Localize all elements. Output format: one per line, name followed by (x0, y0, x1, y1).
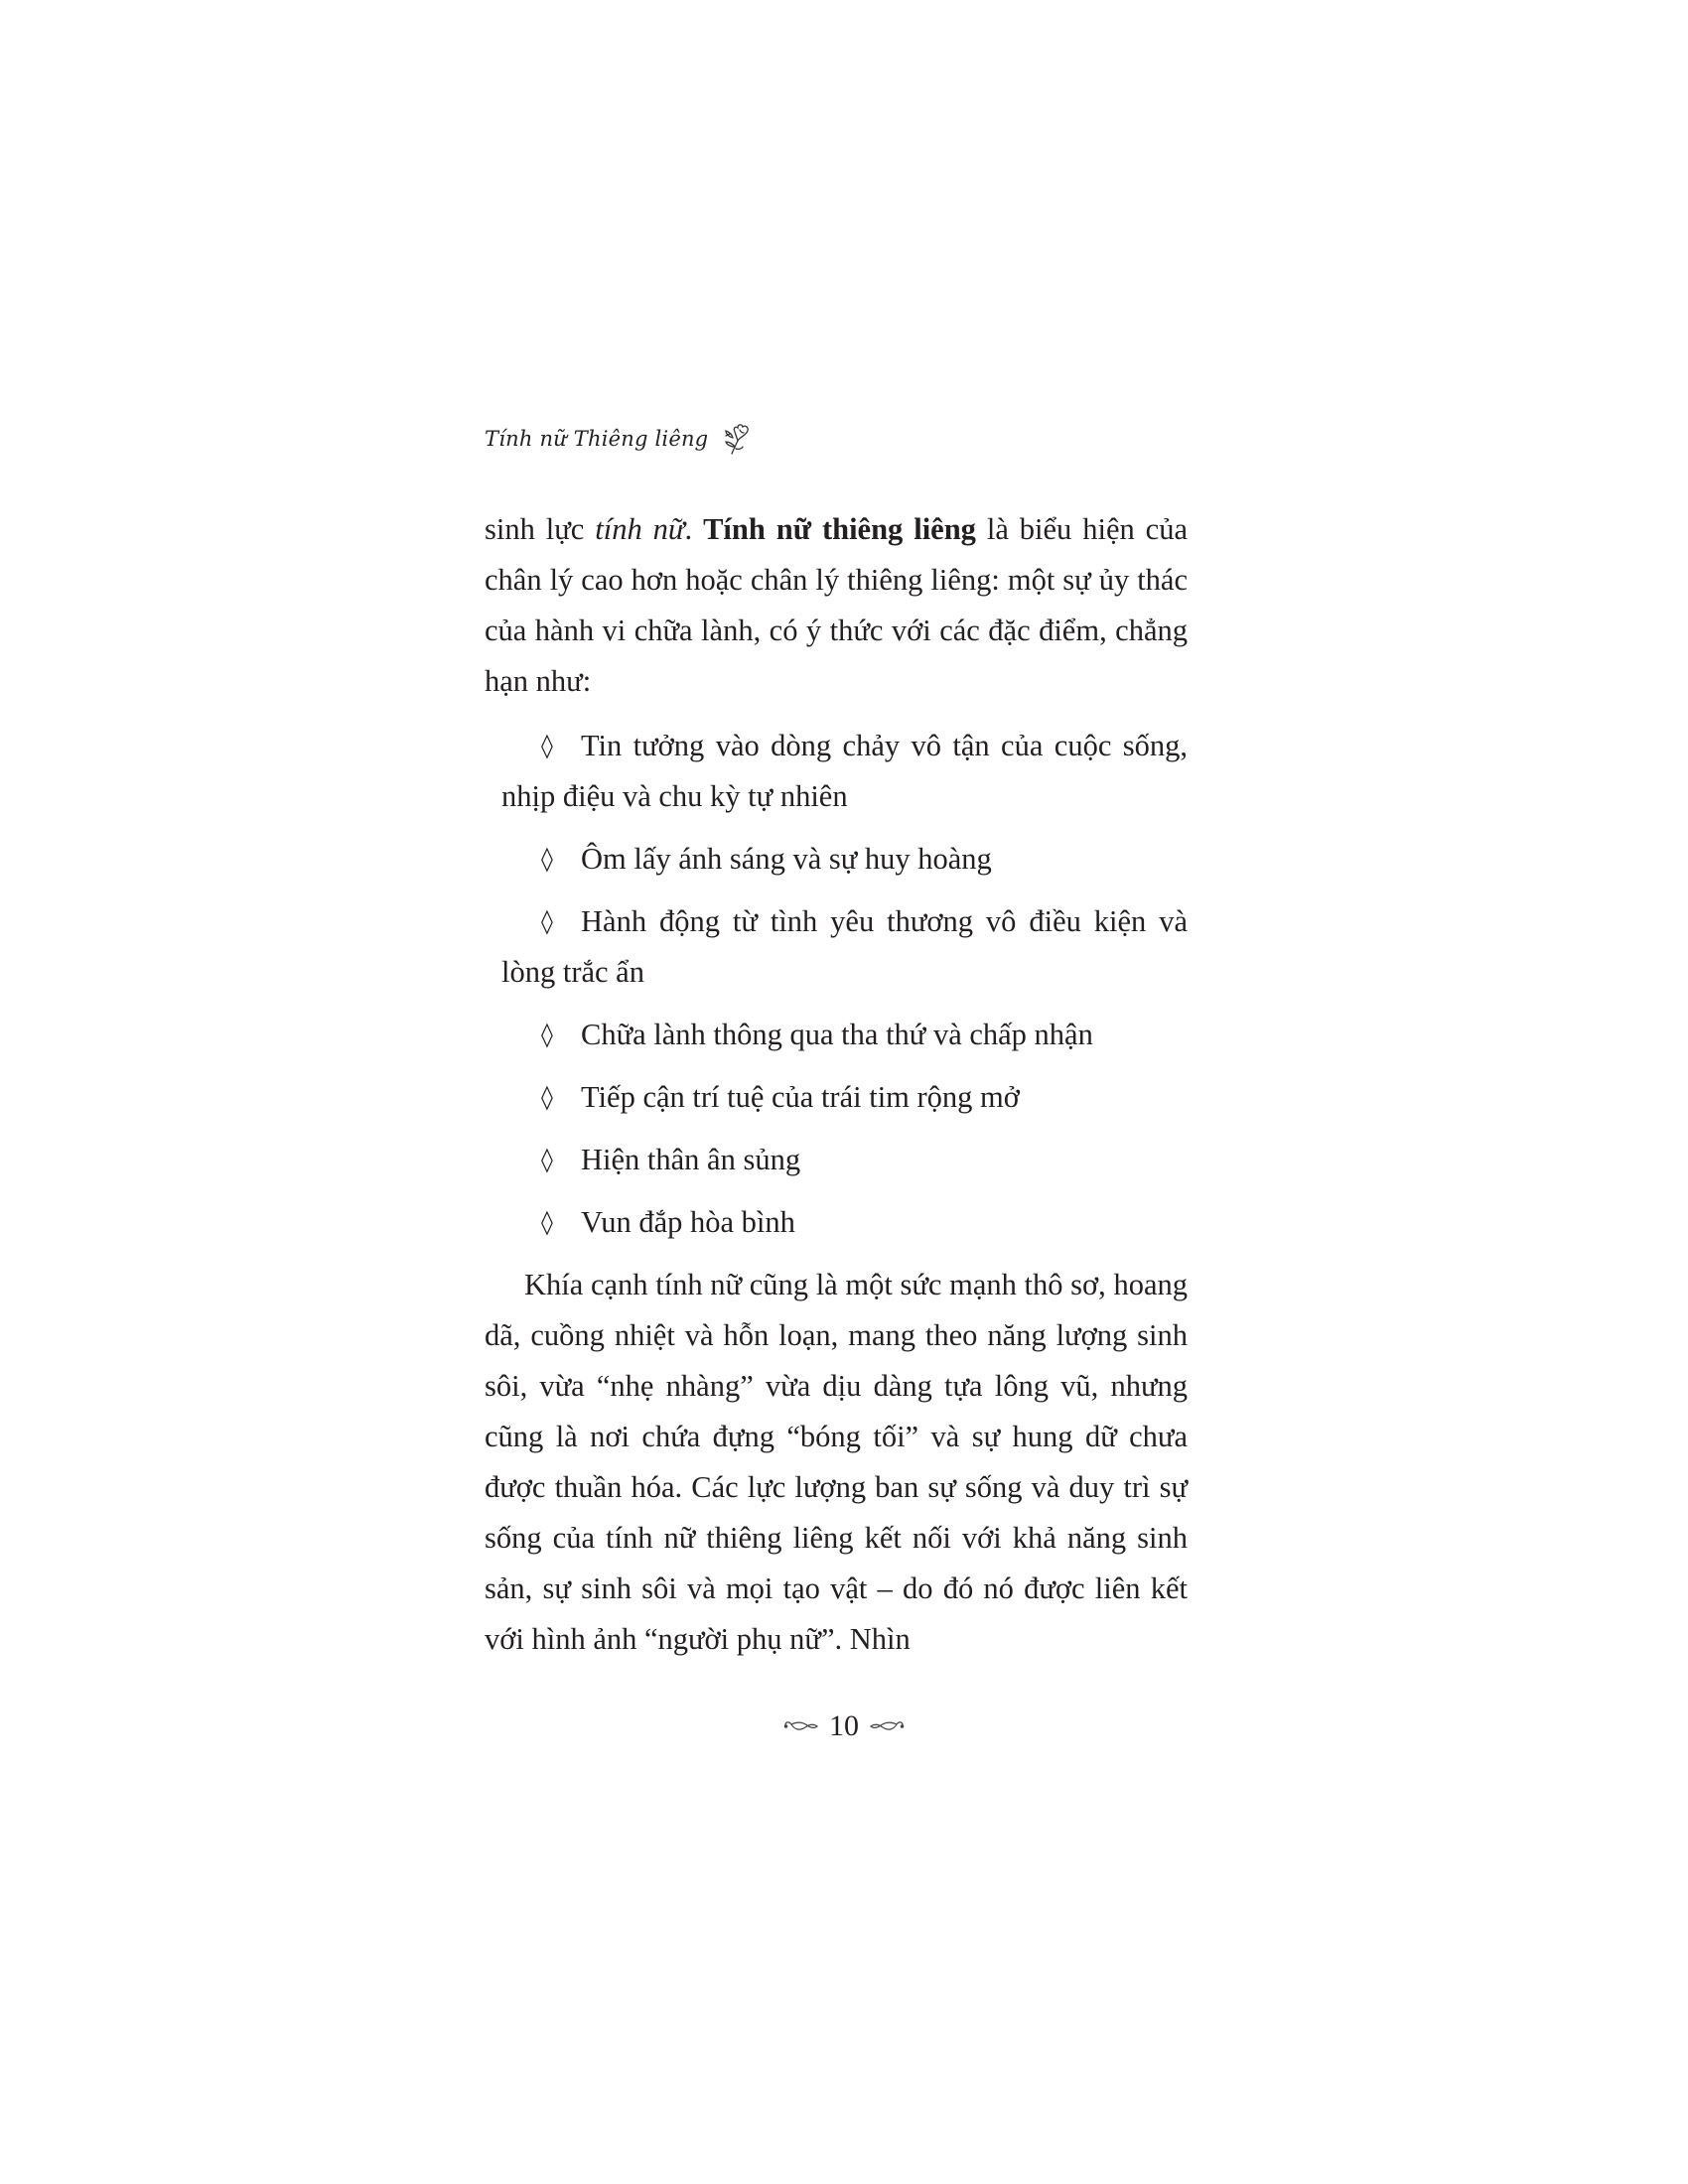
running-header (485, 419, 754, 459)
page-footer (0, 1709, 1688, 1743)
page-number: 10 (829, 1709, 859, 1742)
intro-italic-term: tính nữ (595, 512, 685, 546)
characteristics-list (485, 721, 1188, 1248)
list-item-text: Hiện thân ân sủng (581, 1143, 801, 1176)
diamond-bullet-icon: ◊ (541, 1208, 553, 1236)
list-item (485, 1010, 1188, 1060)
list-item (485, 1197, 1188, 1248)
intro-bold-term: Tính nữ thiêng liêng (703, 512, 976, 546)
second-paragraph: Khía cạnh tính nữ cũng là một sức mạnh thô sơ, hoang dã, cuồng nhiệt và hỗn loạn, mang theo năng lượng sinh sôi, vừa “nhẹ nhàng” vừa dịu dàng tựa lông vũ, nhưng cũng là nơi chứa đựng “bóng tối” và sự hung dữ chưa được thuần hóa. Các lực lượng ban sự sống và duy trì sự sống của tính nữ thiêng liêng kết nối với khả năng sinh sản, sự sinh sôi và mọi tạo vật – do đó nó được liên kết với hình ảnh “người phụ nữ”. Nhìn (485, 1268, 1188, 1656)
diamond-bullet-icon: ◊ (541, 1021, 553, 1048)
diamond-bullet-icon: ◊ (541, 907, 553, 935)
list-item (485, 1072, 1188, 1123)
list-item-text: Tiếp cận trí tuệ của trái tim rộng mở (581, 1080, 1020, 1114)
list-item (485, 721, 1188, 822)
diamond-bullet-icon: ◊ (541, 845, 553, 873)
swash-left-icon (783, 1718, 819, 1734)
list-item-text: Vun đắp hòa bình (581, 1205, 795, 1239)
diamond-bullet-icon: ◊ (541, 1146, 553, 1173)
running-title: Tính nữ Thiêng liêng (485, 427, 709, 451)
list-item-text: Chữa lành thông qua tha thứ và chấp nhận (581, 1018, 1093, 1051)
flower-icon (718, 421, 754, 457)
list-item (485, 896, 1188, 998)
list-item (485, 1135, 1188, 1185)
list-item-text: Ôm lấy ánh sáng và sự huy hoàng (581, 842, 992, 876)
intro-paragraph (485, 504, 1188, 707)
list-item-text: Hành động từ tình yêu thương vô điều kiện và lòng trắc ẩn (501, 904, 1188, 989)
diamond-bullet-icon: ◊ (541, 1083, 553, 1111)
list-item-text: Tin tưởng vào dòng chảy vô tận của cuộc sống, nhịp điệu và chu kỳ tự nhiên (501, 729, 1188, 813)
intro-text-2: . (684, 512, 704, 546)
swash-right-icon (869, 1718, 905, 1734)
diamond-bullet-icon: ◊ (541, 732, 553, 759)
page-body (485, 504, 1188, 1665)
intro-text-3: là biểu hiện của chân lý cao hơn hoặc chân lý thiêng liêng: một sự ủy thác của hành vi chữa lành, có ý thức với các đặc điểm, chẳng hạn như: (485, 512, 1188, 698)
intro-text-1: sinh lực (485, 512, 596, 546)
list-item (485, 834, 1188, 885)
